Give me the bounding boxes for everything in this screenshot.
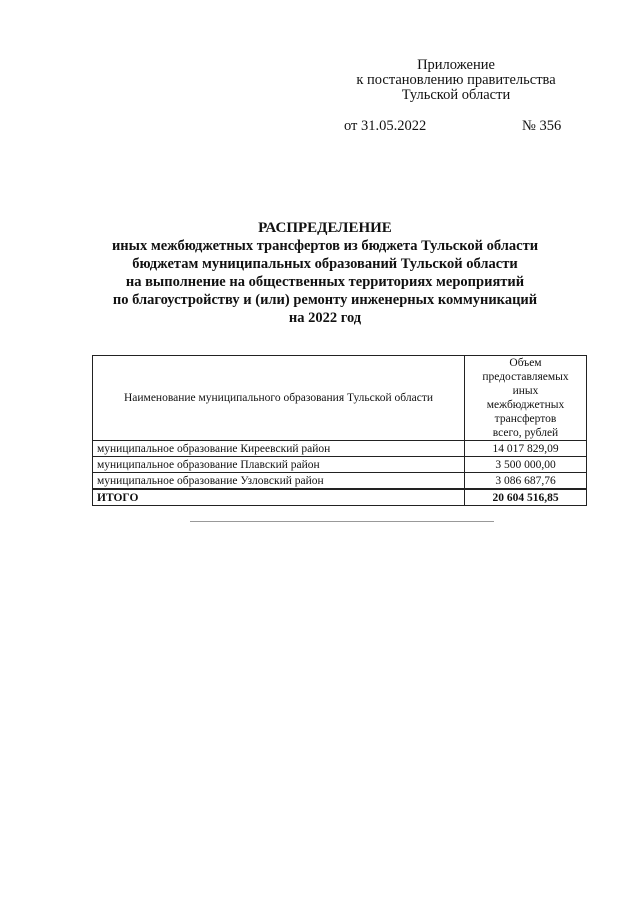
row-name: муниципальное образование Киреевский район <box>93 441 465 457</box>
header-name: Наименование муниципального образования Тульской области <box>93 356 465 441</box>
total-row <box>93 489 587 506</box>
title-line: бюджетам муниципальных образований Тульской области <box>132 256 518 272</box>
header-value-line: предоставляемых иных <box>482 371 569 397</box>
table-row <box>93 457 587 473</box>
appendix-block <box>340 58 572 103</box>
resolution-date: от 31.05.2022 <box>344 118 427 134</box>
distribution-table <box>92 355 587 506</box>
row-value: 3 086 687,76 <box>465 473 587 490</box>
row-value: 14 017 829,09 <box>465 441 587 457</box>
row-name: муниципальное образование Узловский район <box>93 473 465 490</box>
closing-divider <box>190 521 494 522</box>
header-value-line: межбюджетных <box>486 399 565 411</box>
table-row <box>93 473 587 490</box>
title-main: РАСПРЕДЕЛЕНИЕ <box>258 220 392 236</box>
appendix-line: Приложение <box>417 57 495 73</box>
total-label: ИТОГО <box>93 489 465 506</box>
title-line: иных межбюджетных трансфертов из бюджета Тульской области <box>111 238 539 254</box>
table-row <box>93 441 587 457</box>
resolution-number: № 356 <box>522 118 562 134</box>
total-value: 20 604 516,85 <box>465 489 587 506</box>
document-title <box>60 219 590 327</box>
row-value: 3 500 000,00 <box>465 457 587 473</box>
row-name: муниципальное образование Плавский район <box>93 457 465 473</box>
appendix-line: Тульской области <box>401 87 511 103</box>
header-value <box>465 356 587 441</box>
table-header-row <box>93 356 587 441</box>
title-line: по благоустройству и (или) ремонту инженерных коммуникаций <box>112 292 538 308</box>
title-line: на 2022 год <box>288 310 362 326</box>
title-line: на выполнение на общественных территориях мероприятий <box>125 274 525 290</box>
header-value-line: трансфертов <box>494 413 557 425</box>
header-value-line: всего, рублей <box>492 427 559 439</box>
appendix-line: к постановлению правительства <box>356 72 556 88</box>
header-value-line: Объем <box>509 357 542 369</box>
